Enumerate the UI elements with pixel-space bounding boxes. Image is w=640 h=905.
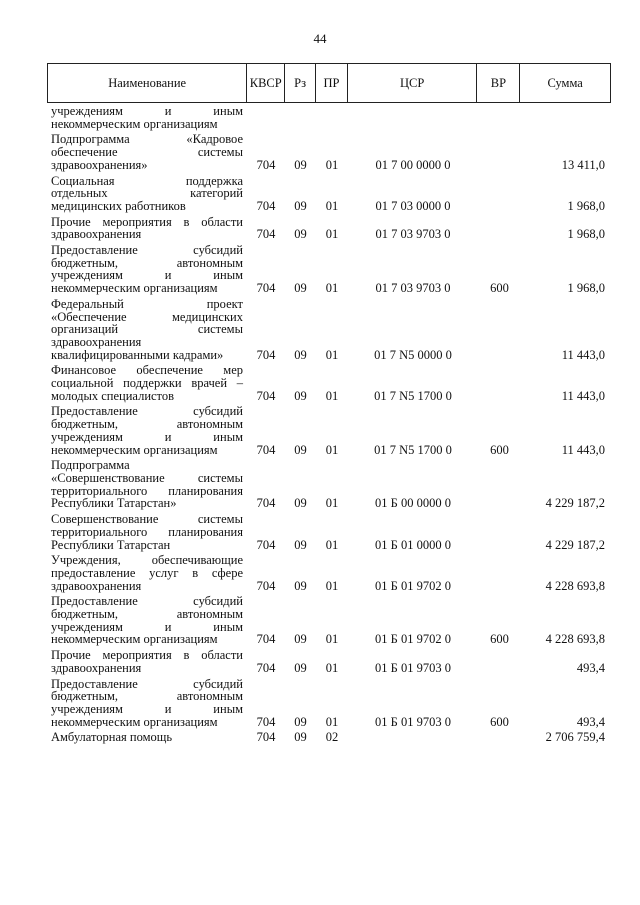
- row-pr: 01: [325, 496, 339, 511]
- row-pr: 01: [325, 442, 339, 457]
- row-sum: 11 443,0: [561, 347, 605, 362]
- row-name-line: Прочие мероприятия в области: [51, 648, 243, 663]
- row-name-line: Предоставление субсидий: [51, 676, 243, 691]
- table-row: [47, 595, 611, 646]
- table-row: [47, 364, 611, 402]
- table-row: [47, 298, 611, 362]
- row-name-line: молодых специалистов: [51, 388, 175, 403]
- row-name: [47, 175, 247, 213]
- row-sum: 2 706 759,4: [545, 730, 605, 745]
- header-sum: Сумма: [547, 75, 583, 90]
- header-kvsr: КВСР: [247, 64, 285, 102]
- row-name-line: территориального планирования: [51, 483, 243, 498]
- row-kvsr: 704: [256, 714, 276, 729]
- row-csr: 01 7 N5 1700 0: [374, 388, 452, 403]
- row-name-line: обеспечение системы: [51, 145, 243, 160]
- row-sum: 493,4: [576, 660, 605, 675]
- row-pr: 01: [325, 227, 339, 242]
- row-pr: 02: [325, 730, 339, 745]
- row-vr: 600: [490, 632, 509, 647]
- row-name-line: Социальная поддержка: [51, 173, 243, 188]
- row-name-line: Финансовое обеспечение мер: [51, 363, 243, 378]
- header-csr: ЦСР: [348, 64, 478, 102]
- table-row: [47, 405, 611, 456]
- row-name: [47, 244, 247, 295]
- row-name-line: бюджетным, автономным: [51, 689, 243, 704]
- row-name-line: Предоставление субсидий: [51, 404, 243, 419]
- row-rz: 09: [294, 496, 307, 511]
- row-pr: 01: [325, 578, 339, 593]
- row-csr: 01 7 03 9703 0: [375, 227, 451, 242]
- row-rz: 09: [294, 198, 307, 213]
- row-name-line: Учреждения, обеспечивающие: [51, 553, 243, 568]
- row-name-line: бюджетным, автономным: [51, 417, 243, 432]
- row-name-line: некоммерческим организациям: [51, 714, 218, 729]
- row-name: [47, 105, 247, 130]
- row-vr: 600: [490, 714, 509, 729]
- row-csr: 01 Б 01 0000 0: [375, 537, 451, 552]
- row-name-line: некоммерческим организациям: [51, 281, 218, 296]
- table-header: [47, 63, 611, 103]
- row-name-line: Республики Татарстан»: [51, 496, 177, 511]
- row-kvsr: 704: [256, 578, 276, 593]
- row-name-line: квалифицированными кадрами»: [51, 347, 224, 362]
- table-row: [47, 731, 611, 744]
- row-name-line: здравоохранения: [51, 578, 142, 593]
- row-csr: 01 Б 01 9702 0: [375, 632, 451, 647]
- row-name-line: учреждениям и иным: [51, 429, 243, 444]
- table-row: [47, 678, 611, 729]
- row-sum: 1 968,0: [567, 198, 605, 213]
- row-csr: 01 7 N5 1700 0: [374, 442, 452, 457]
- row-name-line: Предоставление субсидий: [51, 594, 243, 609]
- row-kvsr: 704: [256, 388, 276, 403]
- row-name-line: Прочие мероприятия в области: [51, 214, 243, 229]
- row-name: [47, 364, 247, 402]
- row-rz: 09: [294, 537, 307, 552]
- row-rz: 09: [294, 730, 307, 745]
- row-name-line: Совершенствование системы: [51, 512, 243, 527]
- row-name-line: учреждениям и иным: [51, 268, 243, 283]
- row-pr: 01: [325, 157, 339, 172]
- table-row: [47, 175, 611, 213]
- table-row: [47, 216, 611, 241]
- table-row: [47, 133, 611, 171]
- row-name-line: организаций системы: [51, 322, 243, 337]
- row-name-line: Подпрограмма: [51, 458, 130, 473]
- row-sum: 11 443,0: [561, 388, 605, 403]
- row-name-line: Предоставление субсидий: [51, 243, 243, 258]
- row-csr: 01 Б 01 9703 0: [375, 714, 451, 729]
- row-name: [47, 405, 247, 456]
- row-name-line: бюджетным, автономным: [51, 255, 243, 270]
- row-kvsr: 704: [256, 281, 276, 296]
- row-rz: 09: [294, 714, 307, 729]
- row-name: [47, 216, 247, 241]
- row-vr: 600: [490, 442, 509, 457]
- row-pr: 01: [325, 388, 339, 403]
- row-name-line: некоммерческим организациям: [51, 442, 218, 457]
- row-name-line: социальной поддержки врачей –: [51, 376, 243, 391]
- row-kvsr: 704: [256, 227, 276, 242]
- row-pr: 01: [325, 281, 339, 296]
- row-pr: 01: [325, 632, 339, 647]
- row-csr: 01 Б 01 9702 0: [375, 578, 451, 593]
- row-name: [47, 595, 247, 646]
- row-name-line: здравоохранения: [51, 227, 142, 242]
- row-name-line: бюджетным, автономным: [51, 607, 243, 622]
- row-kvsr: 704: [256, 537, 276, 552]
- row-name: [47, 133, 247, 171]
- row-rz: 09: [294, 660, 307, 675]
- budget-table: [47, 63, 611, 744]
- row-name-line: Амбулаторная помощь: [51, 730, 173, 745]
- row-rz: 09: [294, 281, 307, 296]
- row-pr: 01: [325, 714, 339, 729]
- table-row: [47, 513, 611, 551]
- row-name: [47, 459, 247, 510]
- row-name-line: Подпрограмма «Кадровое: [51, 132, 243, 147]
- row-sum: 1 968,0: [567, 281, 605, 296]
- row-rz: 09: [294, 578, 307, 593]
- row-pr: 01: [325, 660, 339, 675]
- row-kvsr: 704: [256, 730, 276, 745]
- row-name-line: некоммерческим организациям: [51, 116, 218, 131]
- row-sum: 13 411,0: [561, 157, 605, 172]
- row-name-line: учреждениям и иным: [51, 701, 243, 716]
- row-pr: 01: [325, 198, 339, 213]
- table-body: [47, 105, 611, 744]
- row-name: [47, 649, 247, 674]
- header-vr: ВР: [477, 64, 520, 102]
- table-row: [47, 244, 611, 295]
- row-sum: 11 443,0: [561, 442, 605, 457]
- row-rz: 09: [294, 227, 307, 242]
- row-rz: 09: [294, 347, 307, 362]
- row-name: [47, 554, 247, 592]
- row-kvsr: 704: [256, 496, 276, 511]
- row-pr: 01: [325, 537, 339, 552]
- header-name: Наименование: [48, 64, 247, 102]
- table-row: [47, 649, 611, 674]
- row-kvsr: 704: [256, 442, 276, 457]
- row-sum: 4 228 693,8: [545, 578, 605, 593]
- header-pr: ПР: [316, 64, 348, 102]
- row-rz: 09: [294, 157, 307, 172]
- row-kvsr: 704: [256, 157, 276, 172]
- row-sum: 4 228 693,8: [545, 632, 605, 647]
- row-rz: 09: [294, 632, 307, 647]
- row-name-line: предоставление услуг в сфере: [51, 565, 243, 580]
- row-vr: 600: [490, 281, 509, 296]
- table-row: [47, 105, 611, 130]
- row-name-line: здравоохранения: [51, 334, 142, 349]
- row-rz: 09: [294, 442, 307, 457]
- row-name-line: здравоохранения: [51, 660, 142, 675]
- row-csr: 01 Б 00 0000 0: [375, 496, 451, 511]
- header-rz: Рз: [285, 64, 316, 102]
- row-name: [47, 731, 247, 744]
- row-csr: 01 7 03 0000 0: [375, 198, 451, 213]
- row-name-line: «Обеспечение медицинских: [51, 309, 243, 324]
- row-pr: 01: [325, 347, 339, 362]
- table-row: [47, 554, 611, 592]
- row-csr: 01 Б 01 9703 0: [375, 660, 451, 675]
- page-number: 44: [313, 31, 327, 46]
- row-name-line: учреждениям и иным: [51, 619, 243, 634]
- row-kvsr: 704: [256, 198, 276, 213]
- table-row: [47, 459, 611, 510]
- row-name-line: некоммерческим организациям: [51, 632, 218, 647]
- row-name: [47, 298, 247, 362]
- row-name-line: здравоохранения»: [51, 157, 148, 172]
- row-name-line: медицинских работников: [51, 198, 186, 213]
- row-name-line: территориального планирования: [51, 524, 243, 539]
- row-kvsr: 704: [256, 347, 276, 362]
- row-name: [47, 678, 247, 729]
- row-sum: 4 229 187,2: [545, 496, 605, 511]
- row-sum: 493,4: [576, 714, 605, 729]
- row-name-line: отдельных категорий: [51, 186, 243, 201]
- row-rz: 09: [294, 388, 307, 403]
- row-kvsr: 704: [256, 632, 276, 647]
- row-name-line: Федеральный проект: [51, 296, 243, 311]
- row-csr: 01 7 N5 0000 0: [374, 347, 452, 362]
- row-sum: 4 229 187,2: [545, 537, 605, 552]
- row-name-line: Республики Татарстан: [51, 537, 171, 552]
- row-name-line: учреждениям и иным: [51, 104, 243, 118]
- row-csr: 01 7 00 0000 0: [375, 157, 451, 172]
- row-kvsr: 704: [256, 660, 276, 675]
- row-csr: 01 7 03 9703 0: [375, 281, 451, 296]
- row-sum: 1 968,0: [567, 227, 605, 242]
- row-name: [47, 513, 247, 551]
- row-name-line: «Совершенствование системы: [51, 470, 243, 485]
